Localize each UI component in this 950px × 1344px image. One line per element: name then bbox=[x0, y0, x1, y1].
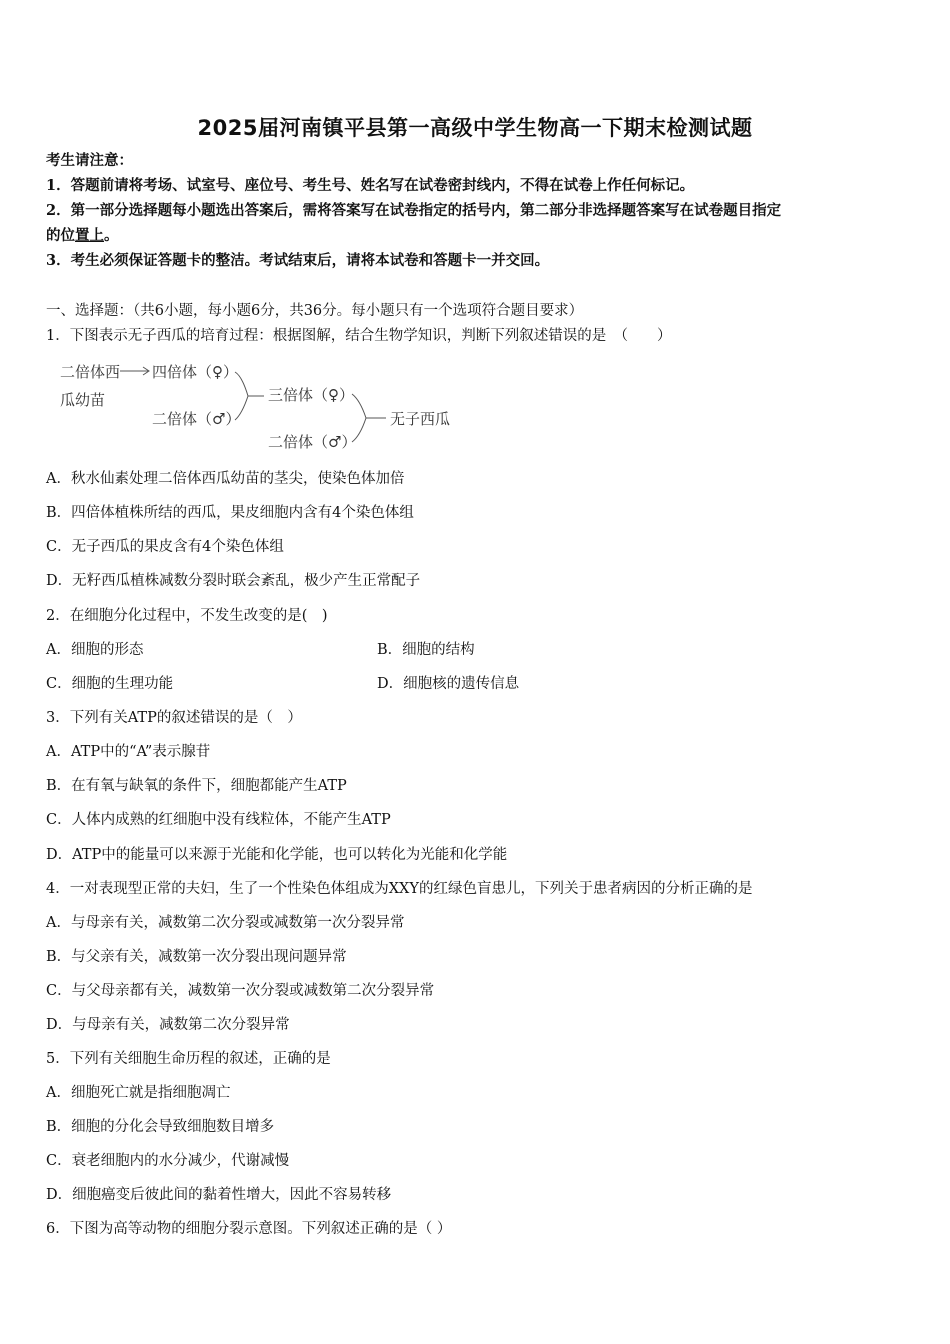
question-1-option-b: B．四倍体植株所结的西瓜，果皮细胞内含有4个染色体组 bbox=[46, 505, 414, 521]
question-2-option-a: A．细胞的形态 bbox=[46, 642, 144, 658]
question-4-stem: 4．一对表现型正常的夫妇，生了一个性染色体组成为XXY的红绿色盲患儿，下列关于患者病因的分析正确的是 bbox=[46, 881, 753, 897]
section-heading: 一、选择题：（共6小题，每小题6分，共36分。每小题只有一个选项符合题目要求） bbox=[46, 303, 584, 319]
question-1-stem: 1．下图表示无子西瓜的培育过程：根据图解，结合生物学知识，判断下列叙述错误的是 （ ） bbox=[46, 328, 672, 344]
question-4-option-a: A．与母亲有关，减数第二次分裂或减数第一次分裂异常 bbox=[46, 915, 405, 931]
question-3-option-c: C．人体内成熟的红细胞中没有线粒体，不能产生ATP bbox=[46, 812, 391, 828]
notice-item bbox=[46, 226, 119, 246]
diagram-node-diploid-male: 二倍体（♂） bbox=[152, 410, 241, 428]
question-1-option-d: D．无籽西瓜植株减数分裂时联会紊乱，极少产生正常配子 bbox=[46, 573, 421, 589]
question-4-option-d: D．与母亲有关，减数第二次分裂异常 bbox=[46, 1017, 290, 1033]
notice-item: 1．答题前请将考场、试室号、座位号、考生号、姓名写在试卷密封线内，不得在试卷上作任何标记。 bbox=[46, 177, 695, 194]
question-3-option-d: D．ATP中的能量可以来源于光能和化学能，也可以转化为光能和化学能 bbox=[46, 847, 508, 863]
notice-item: 3．考生必须保证答题卡的整洁。考试结束后，请将本试卷和答题卡一并交回。 bbox=[46, 252, 550, 269]
question-5-option-d: D．细胞癌变后彼此间的黏着性增大，因此不容易转移 bbox=[46, 1187, 392, 1203]
page-title: 2025届河南镇平县第一高级中学生物高一下期末检测试题 bbox=[197, 116, 753, 140]
notice-heading: 考生请注意： bbox=[46, 152, 133, 169]
question-1-option-a: A．秋水仙素处理二倍体西瓜幼苗的茎尖，使染色体加倍 bbox=[46, 471, 405, 487]
question-2-stem: 2．在细胞分化过程中，不发生改变的是( ) bbox=[46, 608, 328, 624]
diagram-node-tetraploid-female: 四倍体（♀） bbox=[152, 363, 238, 381]
question-5-option-c: C．衰老细胞内的水分减少，代谢减慢 bbox=[46, 1153, 290, 1169]
question-5-option-a: A．细胞死亡就是指细胞凋亡 bbox=[46, 1085, 231, 1101]
question-4-option-c: C．与父母亲都有关，减数第一次分裂或减数第二次分裂异常 bbox=[46, 983, 435, 999]
seedless-watermelon-diagram bbox=[52, 352, 472, 462]
diagram-node-triploid-female: 三倍体（♀） bbox=[268, 386, 354, 404]
diagram-node-diploid-seedling-2: 瓜幼苗 bbox=[60, 391, 106, 409]
diagram-node-diploid-seedling: 二倍体西 bbox=[60, 363, 121, 381]
notice-item: 2．第一部分选择题每小题选出答案后，需将答案写在试卷指定的括号内，第二部分非选择题答案写在试卷题目指定 bbox=[46, 202, 782, 219]
question-3-stem: 3．下列有关ATP的叙述错误的是（ ） bbox=[46, 710, 302, 726]
diagram-node-seedless-watermelon: 无子西瓜 bbox=[390, 410, 451, 428]
question-2-option-d: D．细胞核的遗传信息 bbox=[377, 676, 520, 692]
notice-item-text: 的位置上。 bbox=[46, 227, 119, 244]
question-3-option-b: B．在有氧与缺氧的条件下，细胞都能产生ATP bbox=[46, 778, 347, 794]
question-2-option-b: B．细胞的结构 bbox=[377, 642, 475, 658]
question-1-option-c: C．无子西瓜的果皮含有4个染色体组 bbox=[46, 539, 284, 555]
question-5-option-b: B．细胞的分化会导致细胞数目增多 bbox=[46, 1119, 275, 1135]
diagram-node-diploid-male-2: 二倍体（♂） bbox=[268, 433, 357, 451]
question-3-option-a: A．ATP中的“A”表示腺苷 bbox=[46, 744, 211, 760]
question-5-stem: 5．下列有关细胞生命历程的叙述，正确的是 bbox=[46, 1051, 331, 1067]
question-4-option-b: B．与父亲有关，减数第一次分裂出现问题异常 bbox=[46, 949, 347, 965]
question-2-option-c: C．细胞的生理功能 bbox=[46, 676, 174, 692]
question-6-stem: 6．下图为高等动物的细胞分裂示意图。下列叙述正确的是（ ） bbox=[46, 1221, 452, 1237]
